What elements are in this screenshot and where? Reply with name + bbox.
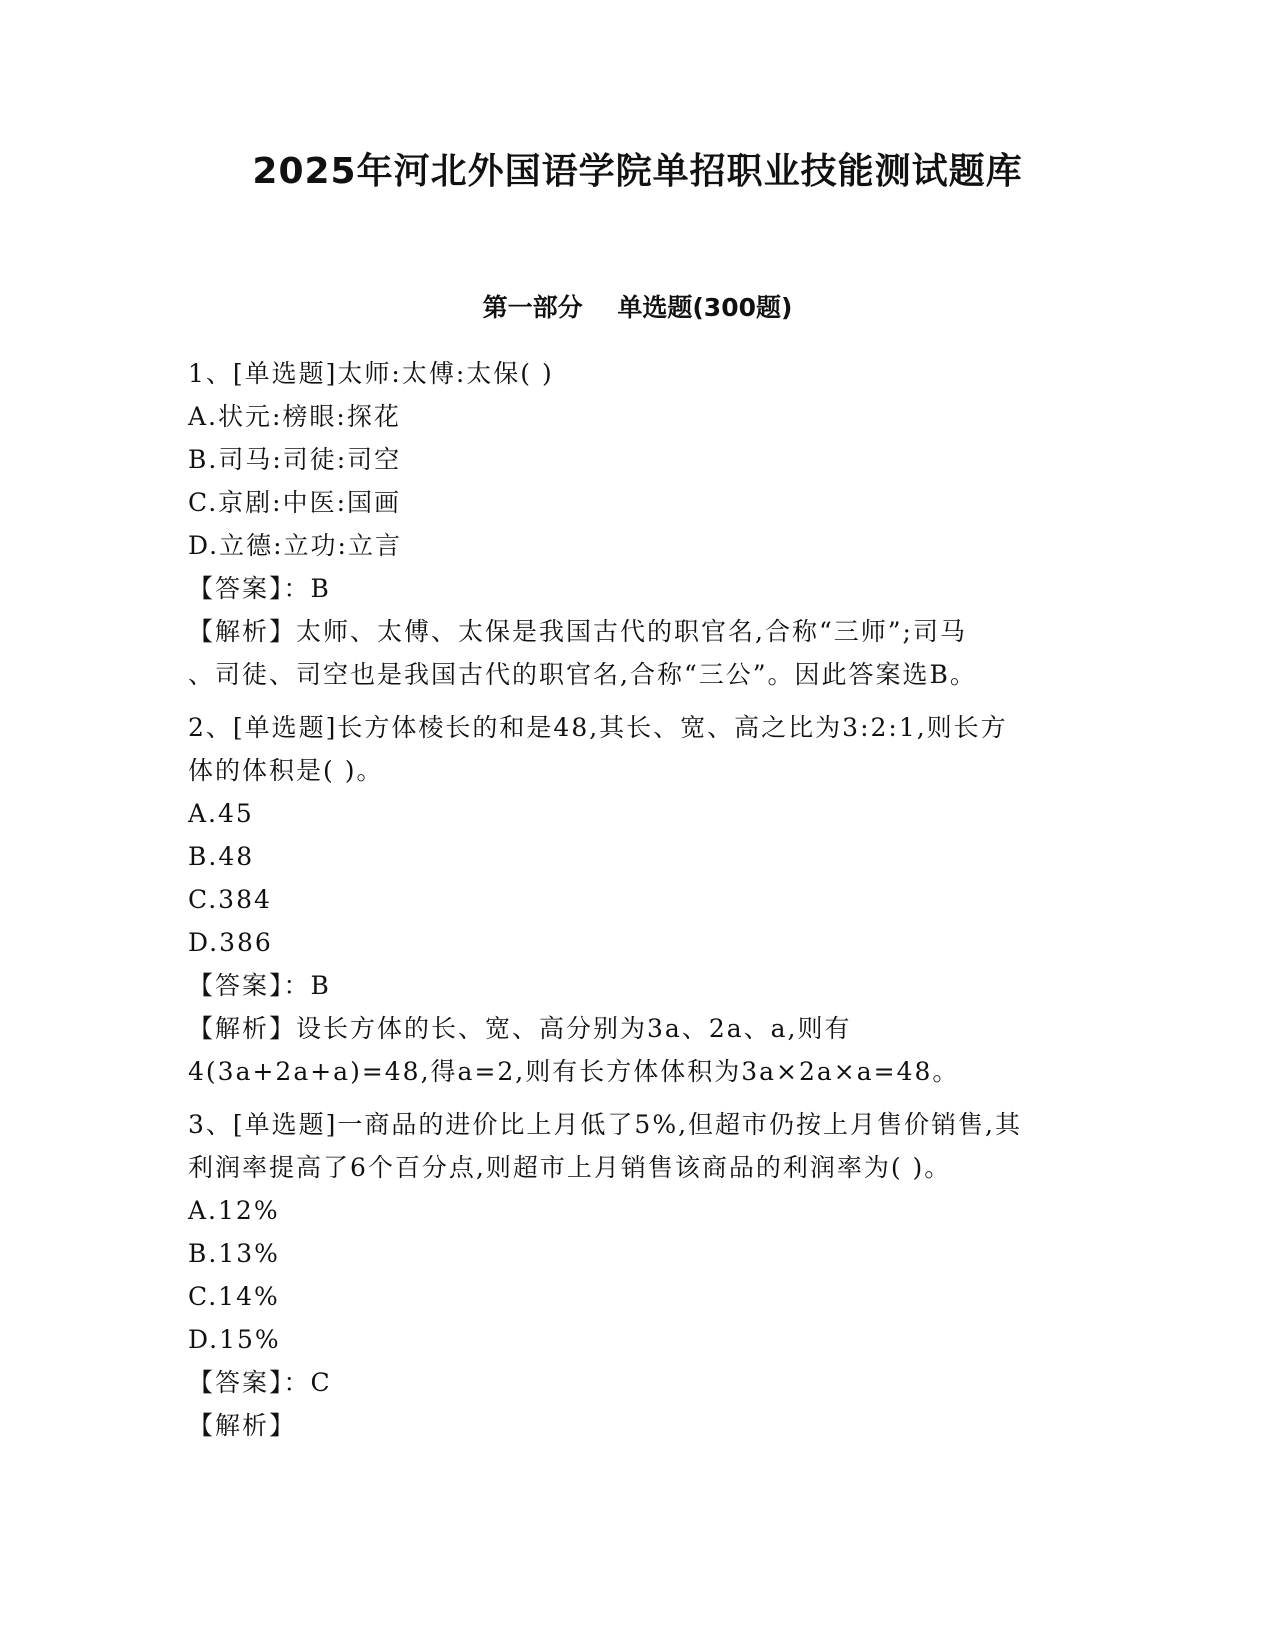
question-3 xyxy=(188,1103,1088,1447)
answer-value: ：B xyxy=(283,971,331,1000)
option-d: D.15% xyxy=(188,1325,281,1354)
analysis-label: 【解析】 xyxy=(188,1014,297,1043)
option-a: A.状元:榜眼:探花 xyxy=(188,402,401,431)
question-stem-continued: 体的体积是( )。 xyxy=(188,756,384,785)
analysis-label: 【解析】 xyxy=(188,1411,297,1440)
analysis-line xyxy=(188,1007,1088,1050)
answer-label: 【答案】 xyxy=(188,971,284,1000)
document-title: 2025年河北外国语学院单招职业技能测试题库 xyxy=(252,151,1023,192)
analysis-line xyxy=(188,1404,1088,1447)
option-c: C.京剧:中医:国画 xyxy=(188,488,402,517)
question-1 xyxy=(188,352,1088,696)
option-b: B.48 xyxy=(188,842,255,871)
question-stem: 2、[单选题]长方体棱长的和是48,其长、宽、高之比为3:2:1,则长方 xyxy=(188,713,1008,742)
option-b: B.13% xyxy=(188,1239,280,1268)
answer-line xyxy=(188,964,1088,1007)
question-stem: 1、[单选题]太师:太傅:太保( ) xyxy=(188,359,554,388)
answer-label: 【答案】 xyxy=(188,1368,284,1397)
section-title: 第一部分 单选题(300题) xyxy=(482,293,793,322)
analysis-line xyxy=(188,610,1088,653)
answer-value: ：C xyxy=(283,1368,332,1397)
answer-line xyxy=(188,1361,1088,1404)
option-a: A.45 xyxy=(188,799,254,828)
option-c: C.384 xyxy=(188,885,272,914)
option-a: A.12% xyxy=(188,1196,280,1225)
question-2 xyxy=(188,706,1088,1093)
answer-line xyxy=(188,567,1088,610)
option-d: D.386 xyxy=(188,928,273,957)
question-stem: 3、[单选题]一商品的进价比上月低了5%,但超市仍按上月售价销售,其 xyxy=(188,1110,1022,1139)
analysis-label: 【解析】 xyxy=(188,617,297,646)
analysis-text-continued: 4(3a+2a+a)=48,得a=2,则有长方体体积为3a×2a×a=48。 xyxy=(188,1057,960,1086)
analysis-text-continued: 、司徒、司空也是我国古代的职官名,合称“三公”。因此答案选B。 xyxy=(188,660,977,689)
option-d: D.立德:立功:立言 xyxy=(188,531,402,560)
answer-value: ：B xyxy=(283,574,331,603)
question-stem-continued: 利润率提高了6个百分点,则超市上月销售该商品的利润率为( )。 xyxy=(188,1153,952,1182)
option-c: C.14% xyxy=(188,1282,280,1311)
question-list xyxy=(188,352,1088,1457)
analysis-text: 太师、太傅、太保是我国古代的职官名,合称“三师”;司马 xyxy=(296,617,967,646)
analysis-text: 设长方体的长、宽、高分别为3a、2a、a,则有 xyxy=(296,1014,852,1043)
option-b: B.司马:司徒:司空 xyxy=(188,445,402,474)
answer-label: 【答案】 xyxy=(188,574,284,603)
